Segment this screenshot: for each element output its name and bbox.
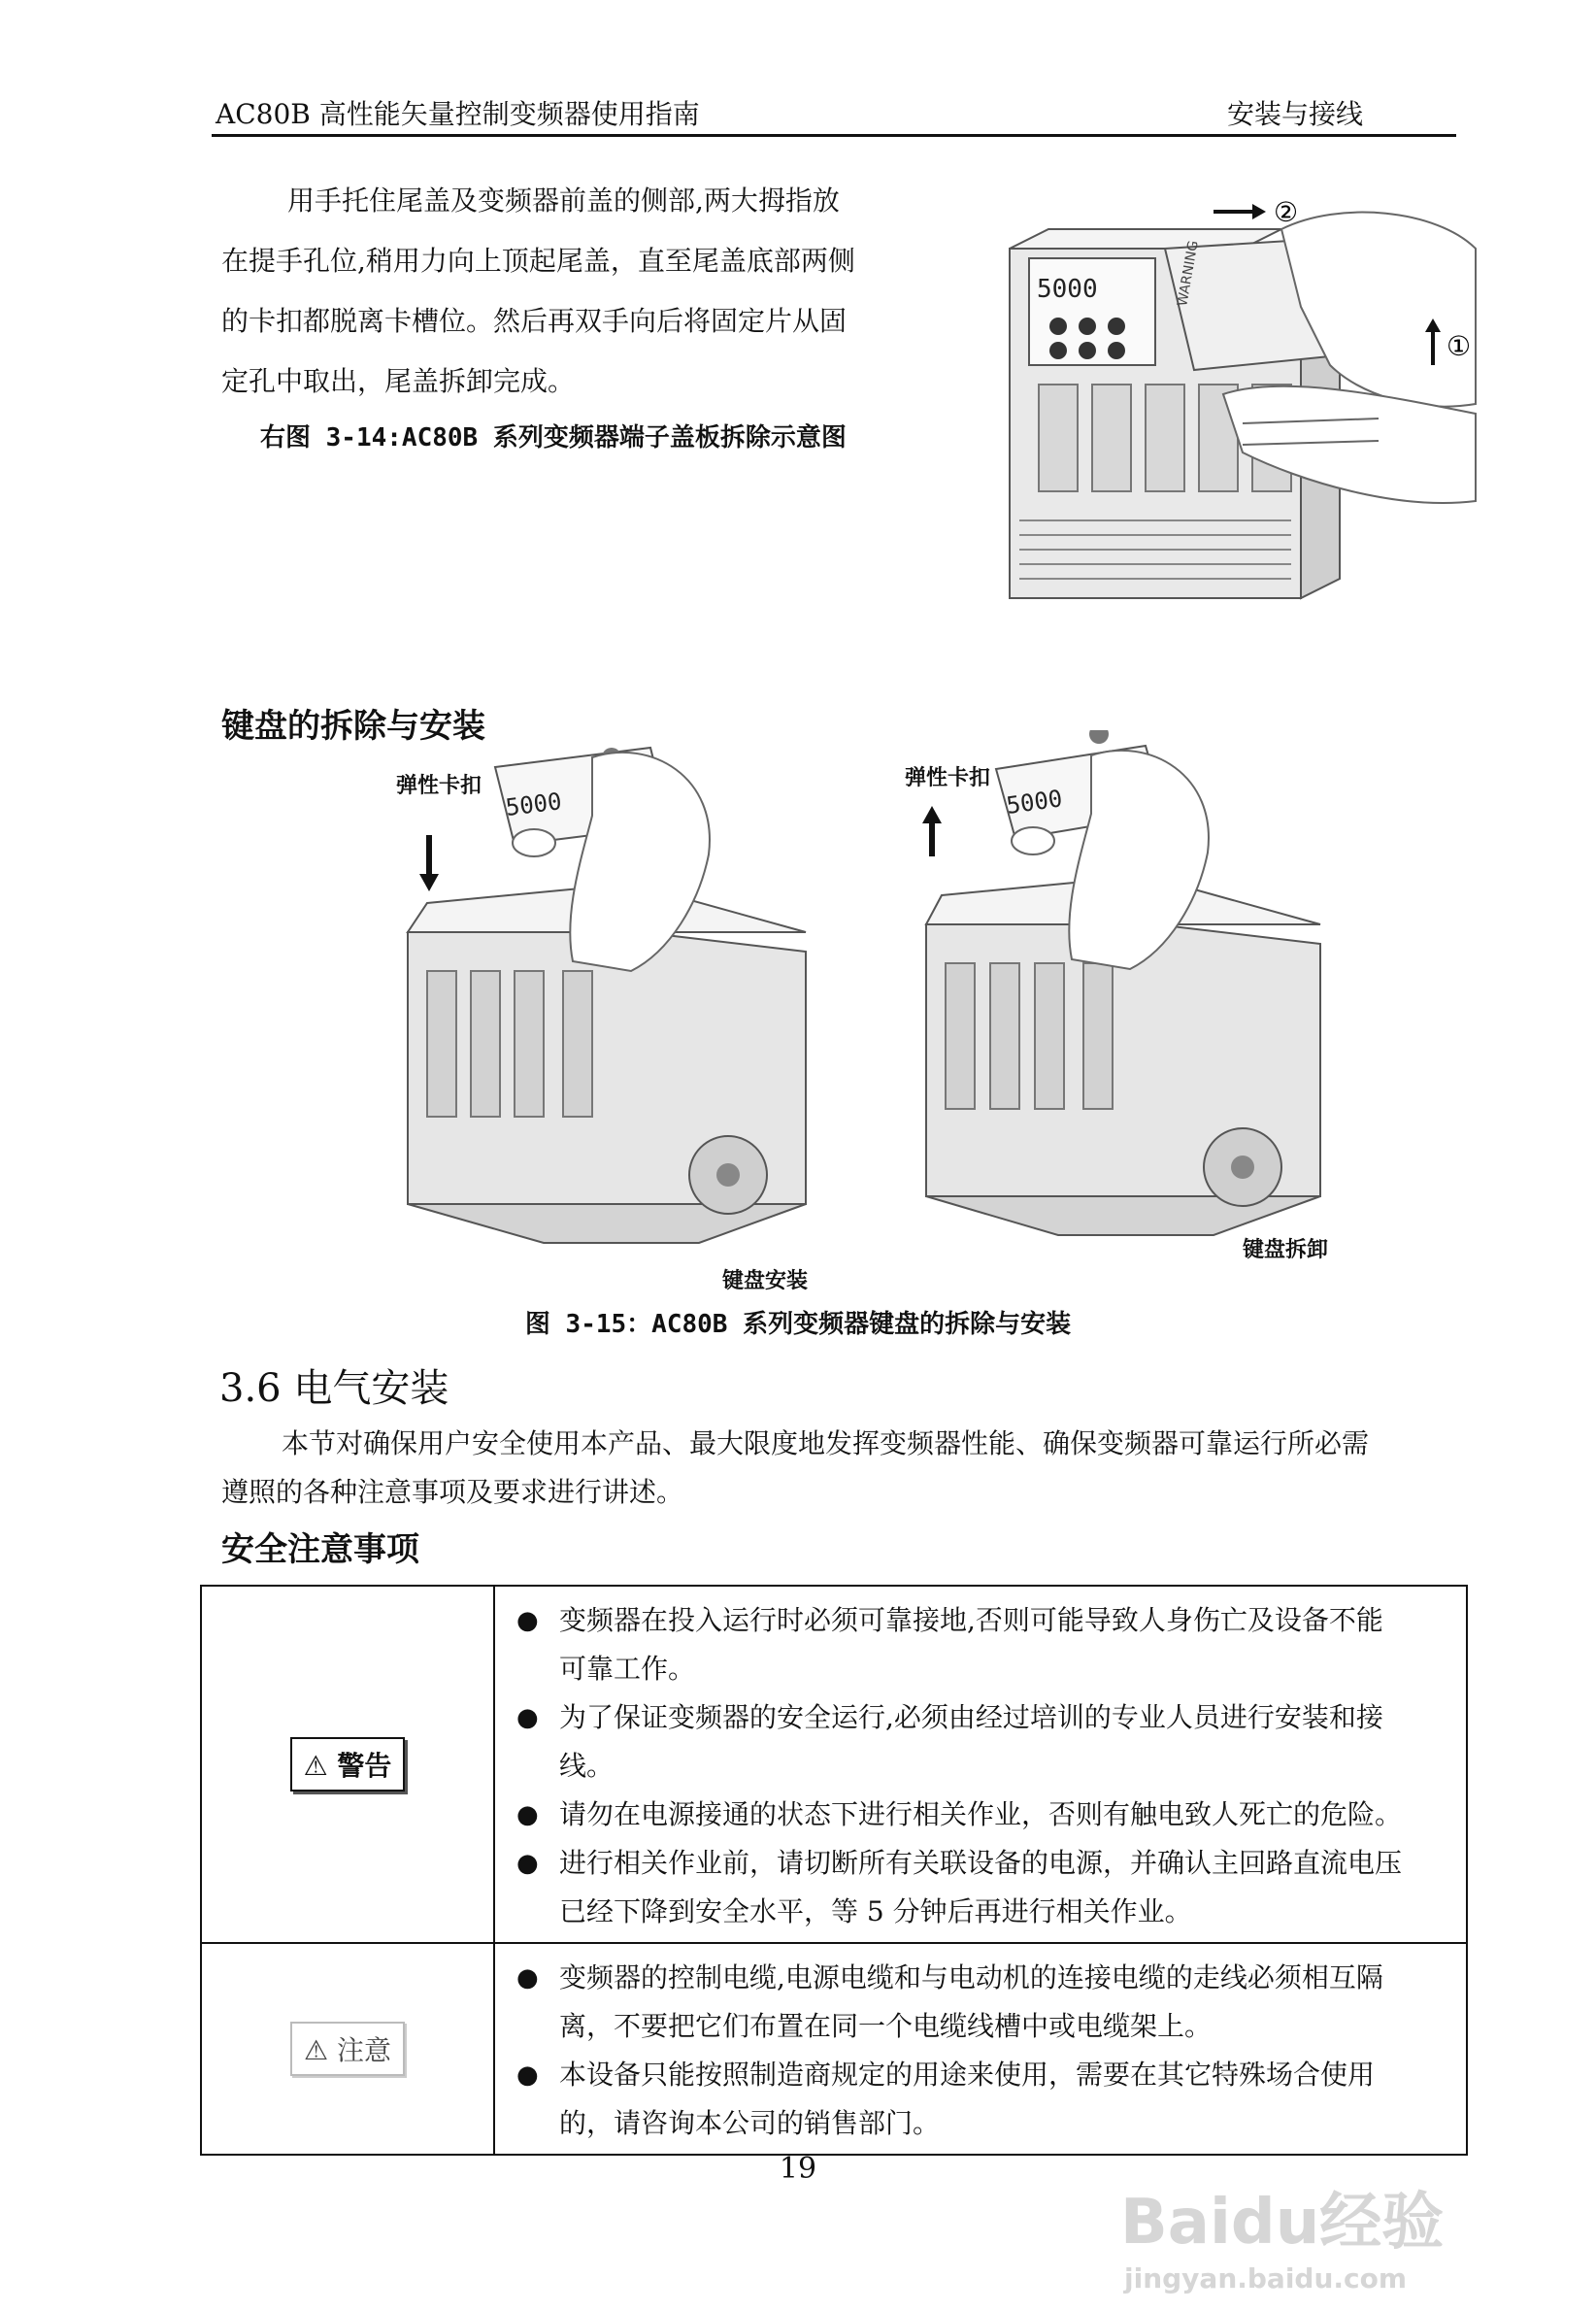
bullet: ● <box>516 1849 539 1878</box>
step-2-label: ② <box>1274 196 1299 228</box>
table-row <box>201 1943 1467 2155</box>
warning-triangle-icon: ⚠ <box>303 1750 328 1782</box>
header-rule <box>212 134 1456 137</box>
step-1-label: ① <box>1446 330 1472 362</box>
list-item-text: 为了保证变频器的安全运行,必须由经过培训的专业人员进行安装和接 <box>559 1701 1383 1733</box>
keyboard-heading: 键盘的拆除与安装 <box>221 707 485 746</box>
bullet: ● <box>516 1963 539 1993</box>
bullet: ● <box>516 1800 539 1829</box>
intro-paragraph <box>221 171 909 412</box>
list-item <box>516 1954 1452 2051</box>
list-item <box>516 1791 1452 1839</box>
header-title: AC80B 高性能矢量控制变频器使用指南 <box>216 98 700 130</box>
list-item-text: 本设备只能按照制造商规定的用途来使用，需要在其它特殊场合使用 <box>559 2059 1376 2091</box>
keypad-panel <box>1029 258 1155 365</box>
intro-line: 的卡扣都脱离卡槽位。然后再双手向后将固定片从固 <box>221 305 848 337</box>
caution-triangle-icon: ⚠ <box>303 2034 329 2066</box>
list-item <box>516 1596 1452 1693</box>
baidu-watermark <box>1111 2175 1499 2301</box>
list-item-text: 变频器在投入运行时必须可靠接地,否则可能导致人身伤亡及设备不能 <box>559 1604 1383 1636</box>
list-item <box>516 1839 1452 1936</box>
keypad-display: 5000 <box>504 787 564 821</box>
arrow-down-icon <box>419 835 439 891</box>
section-body <box>221 1420 1464 1517</box>
warning-label-cell <box>201 1586 494 1943</box>
bullet: ● <box>516 2060 539 2090</box>
list-item <box>516 2051 1452 2148</box>
cover-warning-text: WARNING <box>1175 239 1202 308</box>
figure-3-14-caption: 右图 3-14:AC80B 系列变频器端子盖板拆除示意图 <box>260 423 847 452</box>
fan-icon <box>1204 1128 1281 1206</box>
header-section: 安装与接线 <box>1226 98 1363 130</box>
list-item <box>516 1693 1452 1791</box>
section-body-line: 本节对确保用户安全使用本产品、最大限度地发挥变频器性能、确保变频器可靠运行所必需 <box>282 1427 1370 1459</box>
list-item-text: 的，请咨询本公司的销售部门。 <box>559 2107 941 2139</box>
bullet: ● <box>516 1703 539 1732</box>
caution-badge <box>290 2022 405 2076</box>
elastic-clip-label-right: 弹性卡扣 <box>905 766 991 790</box>
list-item-text: 请勿在电源接通的状态下进行相关作业，否则有触电致人死亡的危险。 <box>559 1798 1403 1830</box>
warning-badge <box>290 1737 406 1792</box>
keyboard-install-label: 键盘安装 <box>722 1269 809 1293</box>
list-item-text: 可靠工作。 <box>559 1653 696 1685</box>
caution-items-cell <box>494 1943 1467 2155</box>
watermark-url: jingyan.baidu.com <box>1124 2262 1408 2294</box>
keyboard-remove-label: 键盘拆卸 <box>1243 1238 1329 1262</box>
table-row <box>201 1586 1467 1943</box>
keypad-display: 5000 <box>1037 275 1098 304</box>
caution-label-cell <box>201 1943 494 2155</box>
figure-keyboard-remove <box>913 730 1340 1274</box>
list-item-text: 进行相关作业前，请切断所有关联设备的电源，并确认主回路直流电压 <box>559 1847 1403 1879</box>
page-number: 19 <box>779 2152 817 2186</box>
figure-keyboard-install <box>398 738 825 1282</box>
warning-items-cell <box>494 1586 1467 1943</box>
figure-3-15-caption: 图 3-15：AC80B 系列变频器键盘的拆除与安装 <box>524 1310 1072 1339</box>
fan-icon <box>689 1136 767 1214</box>
safety-table <box>200 1585 1468 2156</box>
caution-label: 注意 <box>337 2034 392 2066</box>
intro-line: 在提手孔位,稍用力向上顶起尾盖，直至尾盖底部两侧 <box>221 245 855 277</box>
arrow-step-2 <box>1214 196 1298 228</box>
list-item-text: 已经下降到安全水平，等 5 分钟后再进行相关作业。 <box>559 1895 1192 1927</box>
section-title: 3.6 电气安装 <box>219 1366 449 1411</box>
intro-line: 用手托住尾盖及变频器前盖的侧部,两大拇指放 <box>287 184 840 217</box>
figure-3-14-illustration <box>932 190 1495 656</box>
section-body-line: 遵照的各种注意事项及要求进行讲述。 <box>221 1476 684 1508</box>
bullet: ● <box>516 1606 539 1635</box>
list-item-text: 线。 <box>559 1750 615 1782</box>
warning-label: 警告 <box>337 1750 392 1782</box>
watermark-brand: Baidu经验 <box>1120 2187 1445 2259</box>
list-item-text: 变频器的控制电缆,电源电缆和与电动机的连接电缆的走线必须相互隔 <box>559 1961 1383 1993</box>
arrow-up-icon <box>922 806 942 856</box>
intro-line: 定孔中取出，尾盖拆卸完成。 <box>221 365 576 397</box>
keypad-display: 5000 <box>1004 785 1065 820</box>
safety-heading: 安全注意事项 <box>221 1530 419 1569</box>
elastic-clip-label-left: 弹性卡扣 <box>396 774 482 798</box>
list-item-text: 离，不要把它们布置在同一个电缆线槽中或电缆架上。 <box>559 2010 1213 2042</box>
